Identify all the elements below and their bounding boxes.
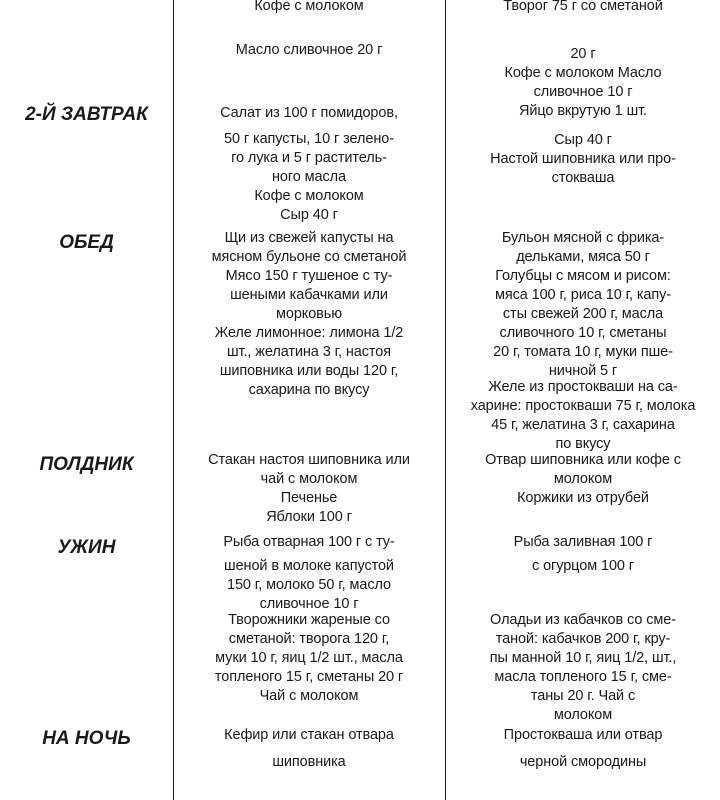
menu-line: шиповника или воды 120 г, bbox=[219, 363, 399, 379]
menu-line: 45 г, желатина 3 г, сахарина bbox=[491, 417, 675, 433]
menu-line: Простокваша или отвар bbox=[503, 727, 663, 743]
menu1-block bbox=[178, 229, 440, 400]
menu-line: молоком bbox=[553, 471, 613, 487]
menu-line: Кофе с молоком bbox=[254, 188, 364, 204]
menu2-block bbox=[450, 451, 716, 489]
menu-line: таны 20 г. Чай с bbox=[530, 688, 636, 704]
menu2-block bbox=[450, 611, 716, 725]
menu-line: Оладьи из кабачков со сме- bbox=[490, 612, 676, 628]
menu-line: сты свежей 200 г, масла bbox=[502, 306, 664, 322]
menu1-block bbox=[178, 611, 440, 706]
menu2-block bbox=[450, 753, 716, 772]
menu-line: харине: простокваши 75 г, молока bbox=[470, 398, 696, 414]
menu-line: сливочное 10 г bbox=[259, 596, 359, 612]
menu-line: сливочного 10 г, сметаны bbox=[499, 325, 667, 341]
menu-line: Коржики из отрубей bbox=[517, 490, 649, 506]
menu-line: сахарина по вкусу bbox=[248, 382, 370, 398]
menu-line: сливочное 10 г bbox=[533, 84, 633, 100]
menu-line: чай с молоком bbox=[260, 471, 358, 487]
menu-line: шиповника bbox=[272, 754, 346, 770]
menu1-block bbox=[178, 753, 440, 772]
menu-line: дельками, мяса 50 г bbox=[516, 249, 650, 265]
menu-line: Стакан настоя шиповника или bbox=[208, 452, 410, 468]
menu-line: Чай с молоком bbox=[259, 688, 359, 704]
menu2-block bbox=[450, 489, 716, 508]
menu-line: Мясо 150 г тушеное с ту- bbox=[225, 268, 393, 284]
menu-line: Щи из свежей капусты на bbox=[224, 230, 394, 246]
menu-line: Кефир или стакан отвара bbox=[224, 727, 394, 743]
menu-line: Творожники жареные со bbox=[228, 612, 390, 628]
menu2-block bbox=[450, 131, 716, 188]
menu-line: с огурцом 100 г bbox=[532, 558, 634, 574]
menu-line: шт., желатина 3 г, настоя bbox=[227, 344, 391, 360]
menu-line: Настой шиповника или про- bbox=[490, 151, 676, 167]
menu-line: черной смородины bbox=[519, 754, 647, 770]
menu1-block bbox=[178, 41, 440, 60]
menu-line: топленого 15 г, сметаны 20 г bbox=[214, 669, 404, 685]
menu-line: масла топленого 15 г, сме- bbox=[494, 669, 672, 685]
menu-line: Яблоки 100 г bbox=[266, 509, 352, 525]
menu-line: Бульон мясной с фрика- bbox=[501, 230, 665, 246]
menu-line: таной: кабачков 200 г, кру- bbox=[495, 631, 671, 647]
menu-line: 150 г, молоко 50 г, масло bbox=[226, 577, 391, 593]
menu-line: го лука и 5 г раститель- bbox=[231, 150, 387, 166]
menu-line: Салат из 100 г помидоров, bbox=[220, 105, 398, 121]
menu-line: Печенье bbox=[280, 490, 338, 506]
menu-line: ного масла bbox=[272, 169, 346, 185]
menu2-block bbox=[450, 378, 716, 454]
menu-line: Рыба отварная 100 г с ту- bbox=[223, 534, 395, 550]
menu-line: Творог 75 г со сметаной bbox=[503, 0, 663, 14]
menu-line: Кофе с молоком bbox=[254, 0, 364, 14]
meal-label-breakfast2: 2-Й ЗАВТРАК bbox=[25, 104, 148, 125]
menu-line: Рыба заливная 100 г bbox=[513, 534, 653, 550]
meal-label-dinner: УЖИН bbox=[57, 537, 116, 558]
menu2-block bbox=[450, 533, 716, 552]
menu-line: Масло сливочное 20 г bbox=[235, 42, 383, 58]
column-divider-right bbox=[445, 0, 446, 800]
menu-line: Сыр 40 г bbox=[280, 207, 338, 223]
menu-line: 20 г bbox=[570, 46, 596, 62]
menu-line: Кофе с молоком Масло bbox=[504, 65, 662, 81]
menu-line: сметаной: творога 120 г, bbox=[228, 631, 390, 647]
menu2-block bbox=[450, 45, 716, 121]
menu-line: Голубцы с мясом и рисом: bbox=[495, 268, 671, 284]
menu-line: Сыр 40 г bbox=[554, 132, 612, 148]
menu-line: морковью bbox=[275, 306, 342, 322]
menu-line: Отвар шиповника или кофе с bbox=[485, 452, 681, 468]
menu-line: шеными кабачками или bbox=[230, 287, 388, 303]
meal-label-snack: ПОЛДНИК bbox=[39, 454, 134, 475]
menu-line: мясном бульоне со сметаной bbox=[211, 249, 407, 265]
menu-line: Яйцо вкрутую 1 шт. bbox=[519, 103, 647, 119]
menu-line: молоком bbox=[553, 707, 613, 723]
menu1-block bbox=[178, 130, 440, 225]
menu-line: стокваша bbox=[551, 170, 615, 186]
menu2-block bbox=[450, 557, 716, 576]
menu2-block bbox=[450, 229, 716, 381]
menu1-block bbox=[178, 0, 440, 16]
menu2-block bbox=[450, 726, 716, 745]
column-divider-left bbox=[173, 0, 174, 800]
menu-line: мяса 100 г, риса 10 г, капу- bbox=[494, 287, 672, 303]
menu-line: пы манной 10 г, яиц 1/2, шт., bbox=[489, 650, 677, 666]
meal-label-night: НА НОЧЬ bbox=[42, 728, 131, 749]
menu1-block bbox=[178, 557, 440, 614]
menu-line: по вкусу bbox=[555, 436, 611, 452]
menu-line: Желе из простокваши на са- bbox=[488, 379, 678, 395]
menu1-block bbox=[178, 104, 440, 123]
menu2-block bbox=[450, 0, 716, 16]
meal-label-lunch: ОБЕД bbox=[59, 232, 114, 253]
menu1-block bbox=[178, 533, 440, 552]
menu-line: 20 г, томата 10 г, муки пше- bbox=[493, 344, 673, 360]
menu1-block bbox=[178, 726, 440, 745]
menu-line: 50 г капусты, 10 г зелено- bbox=[224, 131, 394, 147]
menu-line: ничной 5 г bbox=[548, 363, 618, 379]
menu-line: Желе лимонное: лимона 1/2 bbox=[214, 325, 404, 341]
menu-line: шеной в молоке капустой bbox=[224, 558, 394, 574]
menu1-block bbox=[178, 451, 440, 489]
menu-line: муки 10 г, яиц 1/2 шт., масла bbox=[215, 650, 403, 666]
menu1-block bbox=[178, 489, 440, 527]
